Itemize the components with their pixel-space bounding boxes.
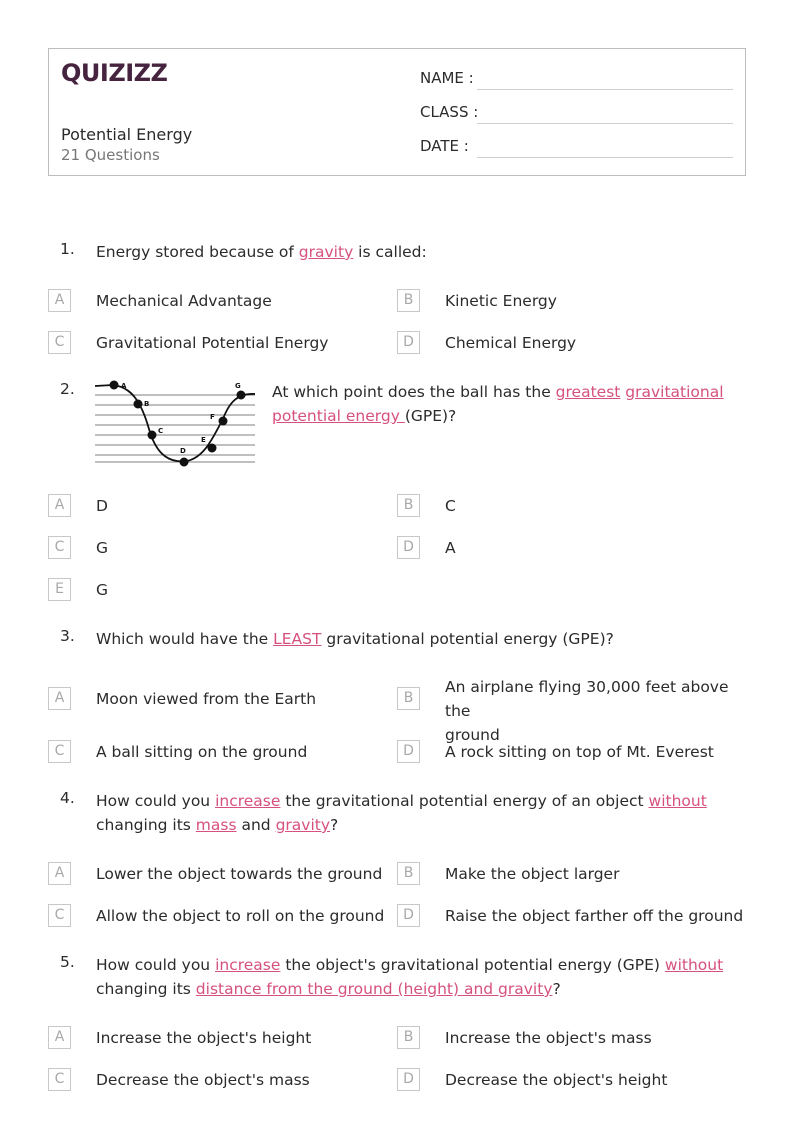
- option-text: Increase the object's height: [96, 1029, 312, 1047]
- point-label: E: [201, 436, 206, 444]
- quizizz-logo: QUIZIZZ: [61, 59, 168, 87]
- point-label: D: [180, 447, 186, 455]
- option-letter[interactable]: A: [48, 862, 71, 885]
- option-text: Allow the object to roll on the ground: [96, 907, 385, 925]
- question-text: How could you increase the gravitational potential energy of an object without changing its mass and gravity?: [96, 792, 707, 834]
- option-letter[interactable]: B: [397, 289, 420, 312]
- class-line: [477, 123, 733, 124]
- point-label: A: [121, 382, 127, 390]
- option-letter[interactable]: B: [397, 687, 420, 710]
- option-text: Mechanical Advantage: [96, 292, 272, 310]
- option-text: Increase the object's mass: [445, 1029, 652, 1047]
- option-text: G: [96, 581, 109, 599]
- option-letter[interactable]: D: [397, 904, 420, 927]
- question-number: 5.: [60, 953, 75, 971]
- option-letter[interactable]: D: [397, 740, 420, 763]
- question-number: 1.: [60, 240, 75, 258]
- point-label: G: [235, 382, 241, 390]
- worksheet-header: [48, 48, 746, 176]
- option-letter[interactable]: C: [48, 1068, 71, 1091]
- option-text: Lower the object towards the ground: [96, 865, 383, 883]
- question-number: 3.: [60, 627, 75, 645]
- question-number: 4.: [60, 789, 75, 807]
- option-letter[interactable]: C: [48, 740, 71, 763]
- class-label: CLASS :: [420, 103, 479, 121]
- option-letter[interactable]: E: [48, 578, 71, 601]
- name-line: [477, 89, 733, 90]
- option-text: G: [96, 539, 109, 557]
- option-letter[interactable]: B: [397, 862, 420, 885]
- point-label: C: [158, 427, 164, 435]
- ball-b: [134, 400, 143, 409]
- option-text: Gravitational Potential Energy: [96, 334, 329, 352]
- ball-a: [110, 381, 119, 390]
- ball-d: [180, 458, 189, 467]
- option-text: Chemical Energy: [445, 334, 577, 352]
- question-number: 2.: [60, 380, 75, 398]
- question-count: 21 Questions: [61, 146, 160, 164]
- option-letter[interactable]: A: [48, 289, 71, 312]
- option-text: Decrease the object's height: [445, 1071, 668, 1089]
- ball-f: [219, 417, 228, 426]
- option-text: A rock sitting on top of Mt. Everest: [445, 743, 714, 761]
- question-text: How could you increase the object's gravitational potential energy (GPE) without changing its distance from the ground (height) and gravity?: [96, 956, 724, 998]
- option-letter[interactable]: D: [397, 536, 420, 559]
- option-letter[interactable]: B: [397, 1026, 420, 1049]
- option-letter[interactable]: A: [48, 1026, 71, 1049]
- roller-coaster-diagram: [95, 379, 257, 467]
- name-label: NAME :: [420, 69, 474, 87]
- option-text: A ball sitting on the ground: [96, 743, 308, 761]
- option-letter[interactable]: D: [397, 1068, 420, 1091]
- option-text: Raise the object farther off the ground: [445, 907, 744, 925]
- option-letter[interactable]: D: [397, 331, 420, 354]
- point-label: F: [210, 413, 215, 421]
- question-text: Which would have the LEAST gravitational potential energy (GPE)?: [96, 630, 614, 648]
- ball-e: [208, 444, 217, 453]
- worksheet-title: Potential Energy: [61, 125, 193, 144]
- date-line: [477, 157, 733, 158]
- option-letter[interactable]: C: [48, 904, 71, 927]
- option-letter[interactable]: A: [48, 494, 71, 517]
- option-letter[interactable]: A: [48, 687, 71, 710]
- question-text: At which point does the ball has the greatest gravitational potential energy (GPE)?: [272, 383, 724, 425]
- option-letter[interactable]: C: [48, 331, 71, 354]
- question-text: Energy stored because of gravity is called:: [96, 243, 427, 261]
- option-text: Kinetic Energy: [445, 292, 557, 310]
- option-text: An airplane flying 30,000 feet above the ground: [445, 678, 729, 744]
- option-text: Decrease the object's mass: [96, 1071, 310, 1089]
- option-text: D: [96, 497, 108, 515]
- option-letter[interactable]: B: [397, 494, 420, 517]
- track-curve: [95, 385, 255, 461]
- ball-c: [148, 431, 157, 440]
- option-letter[interactable]: C: [48, 536, 71, 559]
- option-text: Moon viewed from the Earth: [96, 690, 317, 708]
- option-text: A: [445, 539, 456, 557]
- ball-g: [237, 391, 246, 400]
- option-text: Make the object larger: [445, 865, 620, 883]
- point-label: B: [144, 400, 150, 408]
- date-label: DATE :: [420, 137, 469, 155]
- diagram-balls: [110, 381, 246, 467]
- option-text: C: [445, 497, 456, 515]
